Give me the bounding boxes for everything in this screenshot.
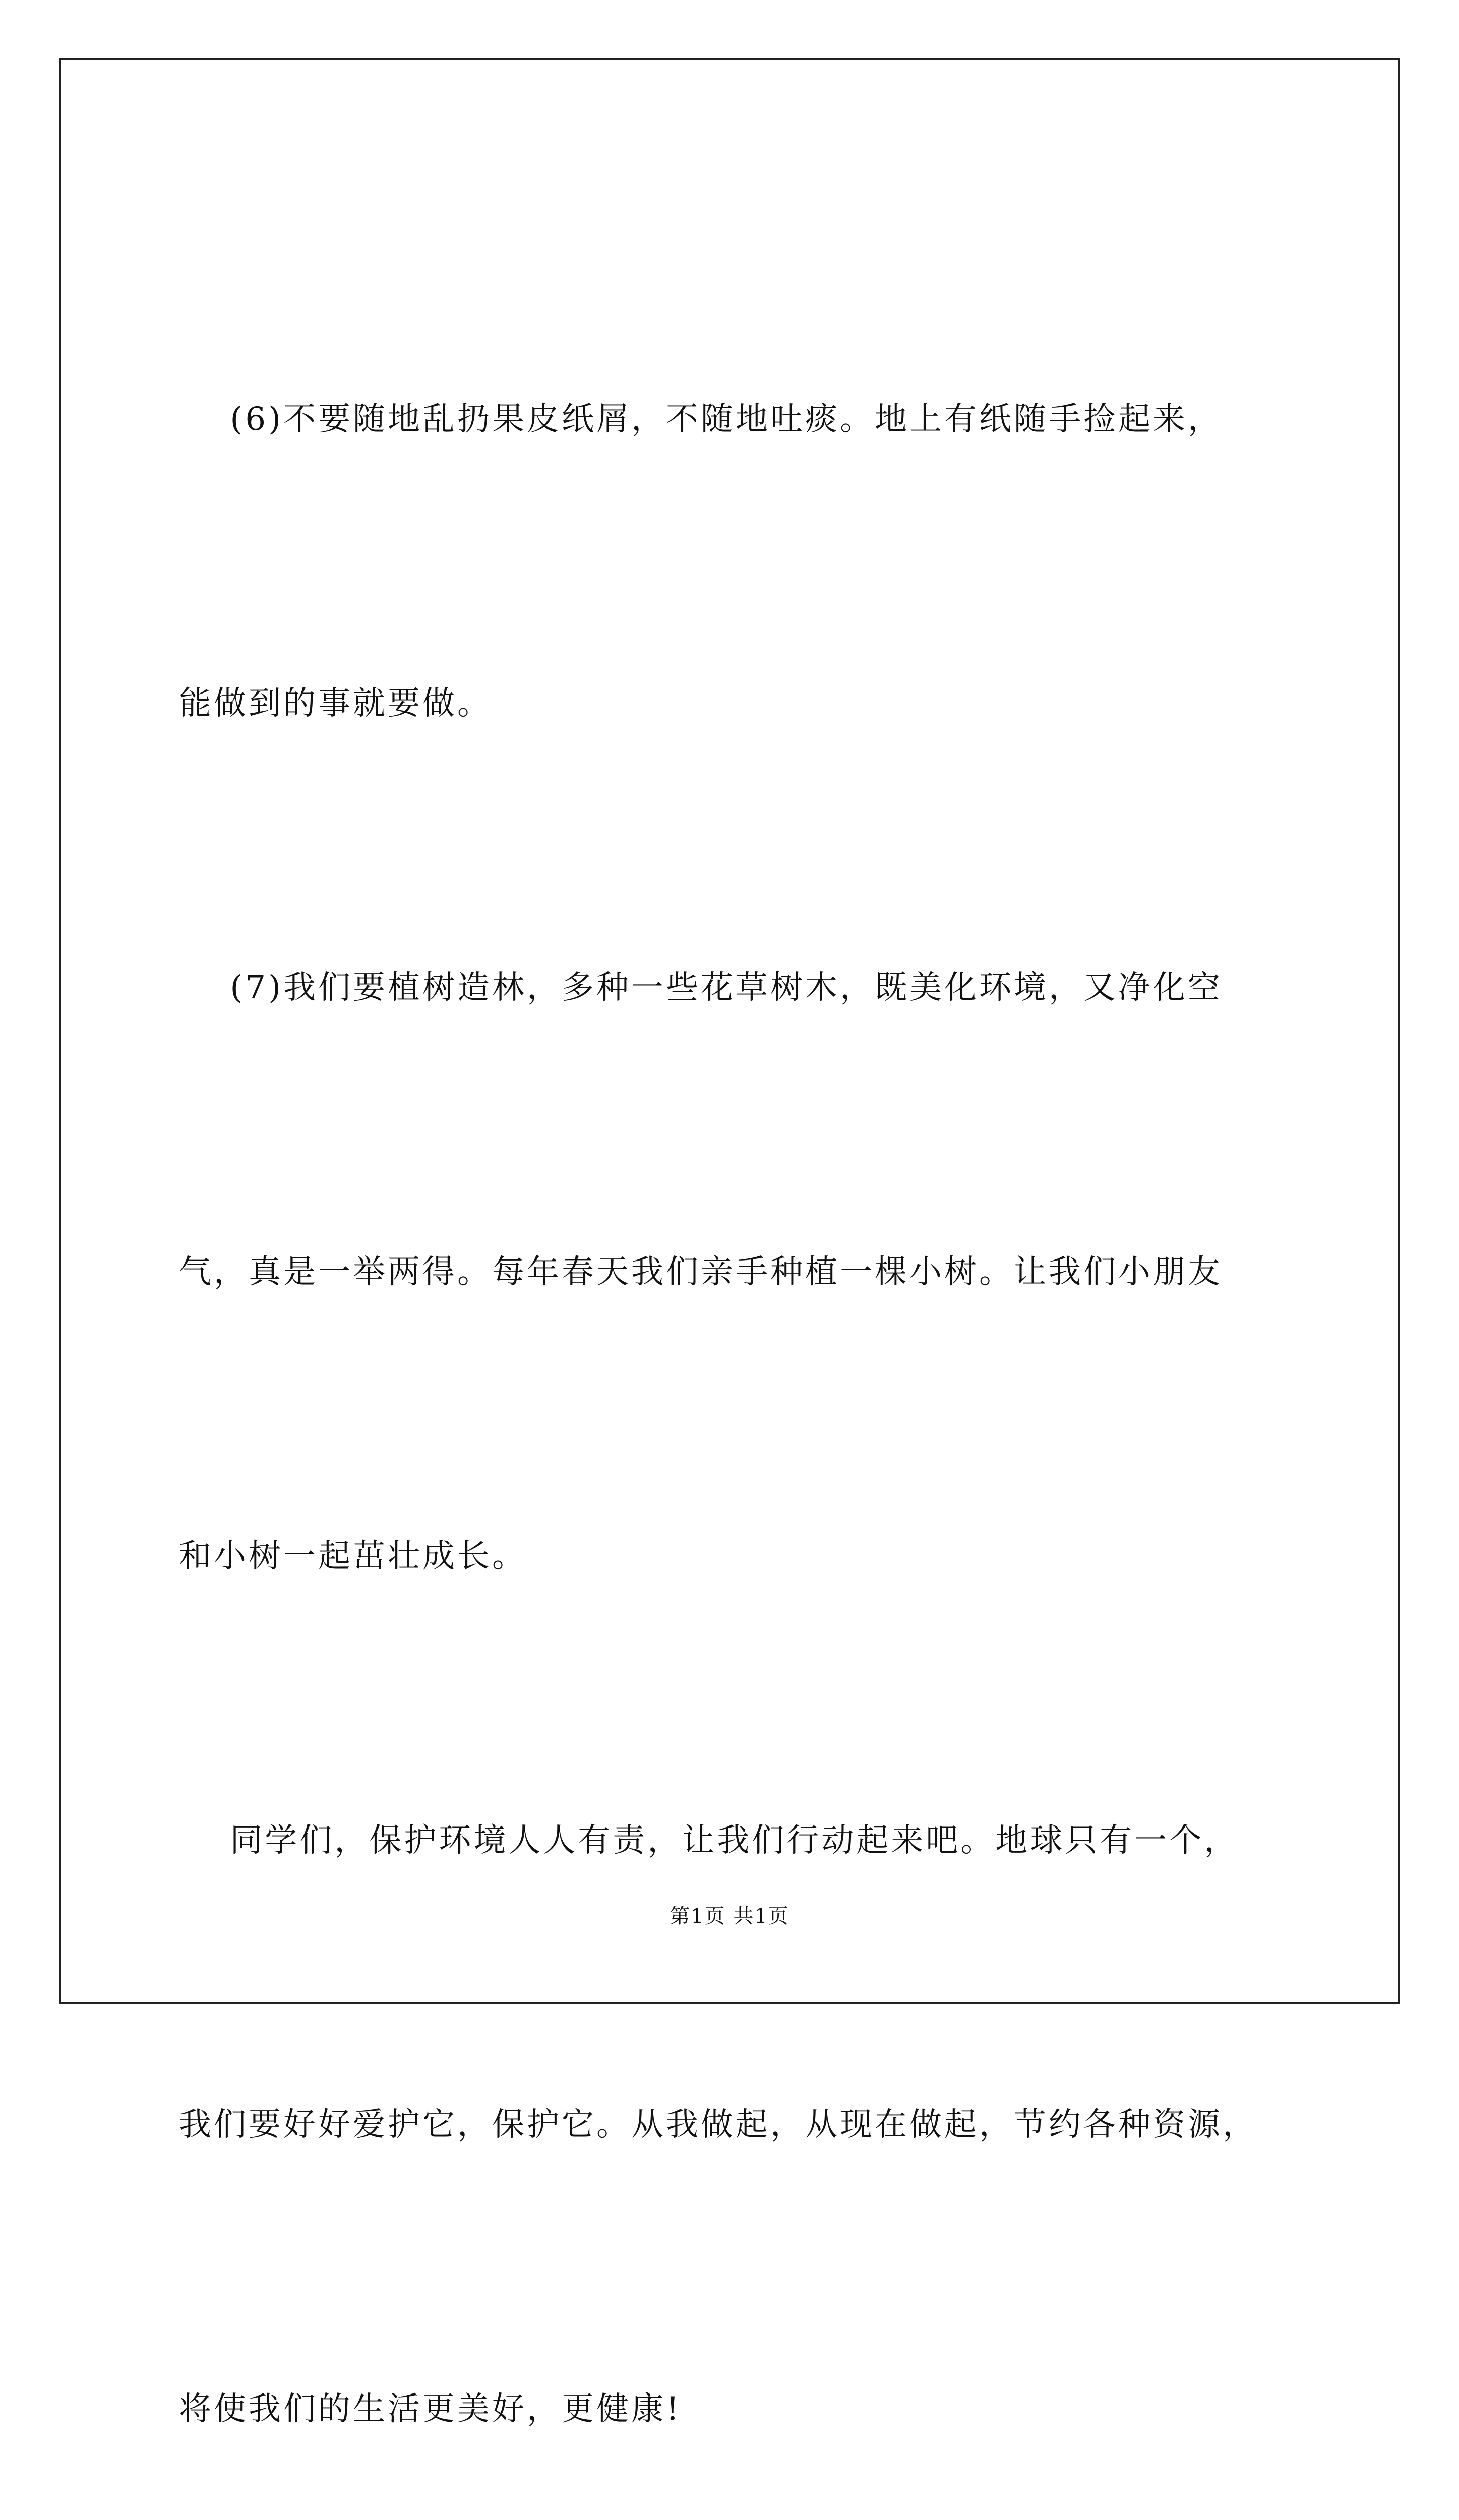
text-line: 我们要好好爱护它，保护它。从我做起，从现在做起，节约各种资源， — [179, 2106, 1257, 2144]
text-line: 能做到的事就要做。 — [179, 685, 492, 722]
text-line: 和小树一起茁壮成长。 — [179, 1538, 527, 1575]
text-line: (6)不要随地乱扔果皮纸屑，不随地吐痰。地上有纸随手捡起来， — [179, 401, 1223, 438]
text-line: 将使我们的生活更美好，更健康! — [179, 2390, 682, 2428]
text-line: (7)我们要植树造林，多种一些花草树木，既美化环境，又净化空 — [179, 969, 1223, 1006]
text-line: 气，真是一举两得。每年春天我们亲手种植一棵小树。让我们小朋友 — [179, 1253, 1223, 1291]
document-body — [179, 182, 1298, 2520]
page-footer: 第1页 共1页 — [670, 1905, 789, 1928]
text-line: 同学们，保护环境人人有责，让我们行动起来吧。地球只有一个， — [179, 1822, 1239, 1859]
